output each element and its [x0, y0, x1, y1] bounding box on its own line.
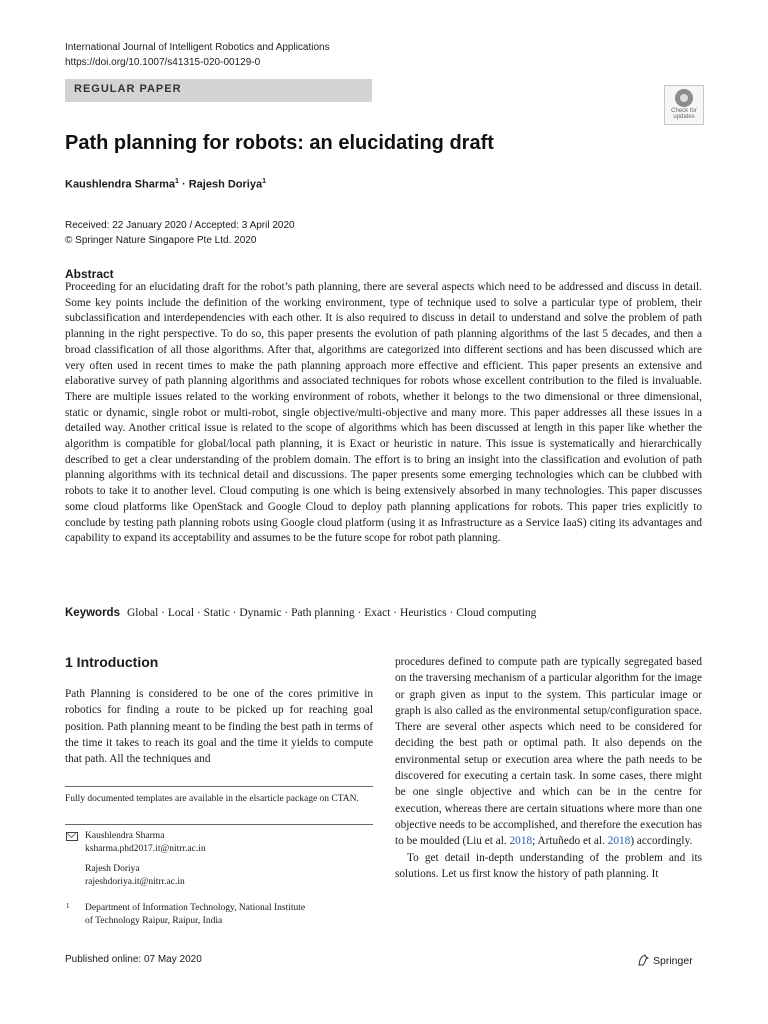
keywords-label: Keywords: [65, 607, 120, 619]
author-affil-marker: 1: [262, 178, 267, 185]
coauthor-email[interactable]: rajeshdoriya.it@nitrr.ac.in: [85, 876, 185, 887]
keywords-line: [65, 607, 536, 619]
paragraph-text: ) accordingly.: [630, 835, 693, 848]
paragraph-text: ; Artuñedo et al.: [532, 835, 608, 848]
author-separator: ·: [178, 178, 189, 191]
received-accepted-dates: Received: 22 January 2020 / Accepted: 3 April 2020: [65, 220, 295, 231]
journal-header: [65, 40, 330, 70]
affiliation-block: [65, 902, 305, 927]
affiliation-line: Department of Information Technology, National Institute: [85, 903, 306, 913]
author-name[interactable]: Kaushlendra Sharma: [65, 178, 176, 191]
corresponding-name: Kaushlendra Sharma: [85, 831, 165, 841]
abstract-text: Proceeding for an elucidating draft for the robot’s path planning, there are several aspects which need to be addressed and discuss in detail. Some key points include the definition of the working environment, type of technique used to solve a particular type of problem, their subclassification and interdependencies with each other. It is also required to discuss in detail to understand and solve the problem of path planning in the right perspective. To do so, this paper presents the evolution of path planning algorithms of the last 5 decades, and then a broad classification of all those algorithms. After that, algorithms are categorized into different sections and has been discussed which are very often used in recent times to make the path planning approach more effective and efficient. This paper presents an extensive and elaborative survey of path planning algorithms and associated techniques for robots whose excellent contribution to the filed is invaluable. There are multiple issues related to the working environment of robots, whether it belongs to the two dimensional or three dimensional, static or dynamic, single robot or multi-robot, single objective/multi-objective and many more. This paper addresses all these issues in a detailed way. Another critical issue is related to the scope of algorithms which has been discussed at length in this paper like whether the algorithm is compatible for global/local path planning, it is Exact or heuristic in nature. This issue is systematically and hierarchically described to get a clear understanding of the problem domain. The effort is to bring an insight into the classification and evolution of path planning algorithms with its technical detail and discussions. The paper presents some emerging technologies which can be clubbed with robots to take it to another level. Cloud computing is one which is being extensively absorbed in many technologies. This paper discusses some cloud platforms like OpenStack and Google Cloud to deploy path planning applications for robots. This paper tries explicitly to conclude by testing path planning robots using Google cloud platform (using it as Infrastructure as a Service IaaS) citing its advantages and capability to expand its acceptability and assumes to be the future scope for robot path planning.: [65, 281, 702, 545]
coauthor-contact: [65, 863, 206, 888]
template-footnote: Fully documented templates are available in the elsarticle package on CTAN.: [65, 794, 359, 804]
check-updates-line1: Check for: [671, 108, 697, 114]
published-online-date: Published online: 07 May 2020: [65, 954, 202, 965]
section-heading-introduction: 1 Introduction: [65, 654, 159, 670]
coauthor-name: Rajesh Doriya: [85, 864, 140, 874]
right-column-text: [395, 654, 702, 882]
copyright-line: © Springer Nature Singapore Pte Ltd. 2020: [65, 235, 257, 246]
check-updates-line2: updates: [673, 114, 695, 120]
author-name[interactable]: Rajesh Doriya: [188, 178, 263, 191]
affiliation-line: of Technology Raipur, Raipur, India: [85, 915, 223, 926]
correspondence-divider: [65, 824, 373, 825]
corresponding-author: [65, 830, 206, 855]
doi-link[interactable]: https://doi.org/10.1007/s41315-020-00129-0: [65, 57, 261, 68]
intro-paragraph-continued: [395, 654, 702, 850]
check-updates-icon: [675, 89, 693, 107]
author-affil-marker: 1: [175, 178, 179, 185]
check-for-updates-badge[interactable]: [664, 85, 704, 125]
correspondence-block: [65, 830, 206, 888]
abstract-heading: Abstract: [65, 267, 114, 281]
footnote-divider: [65, 786, 373, 787]
publisher-logo: [637, 954, 693, 967]
paragraph-text: procedures defined to compute path are typically segregated based on the traversing mechanism of a particular algorithm for the image or graph given as input to the system. This particular image or graph is also called as the environmental setup/configuration space. There are several other aspects which need to be considered for deciding the best path or optimal path. It also depends on the environmental setup or execution area where the path needs to be discovered for executing a certain task. In some cases, there might be one single objective and which can be in the centre for execution, whereas there are certain situations where more than one objective needs to be accomplished, and therefore the execution has to be moulded (Liu et al.: [395, 656, 702, 848]
paper-type-band: [65, 79, 372, 102]
intro-paragraph: Path Planning is considered to be one of the cores primitive in robotics for finding a route to be picked up for reaching goal position. Path planning meant to be finding the best path in terms of the time it takes to reach its goal and the time it yields to compute that path. All the techniques and: [65, 688, 373, 766]
envelope-icon: [66, 832, 78, 841]
intro-paragraph-second: To get detail in-depth understanding of the problem and its solutions. Let us first know the history of path planning. It: [395, 851, 702, 880]
publication-dates: [65, 218, 295, 248]
citation-link[interactable]: 2018: [607, 835, 631, 848]
affiliation-number: 1: [66, 902, 70, 910]
paper-type-label: REGULAR PAPER: [74, 83, 182, 95]
paper-title: Path planning for robots: an elucidating draft: [65, 132, 494, 154]
citation-link[interactable]: 2018: [509, 835, 533, 848]
corresponding-email[interactable]: ksharma.phd2017.it@nitrr.ac.in: [85, 843, 206, 854]
keywords-list: Global · Local · Static · Dynamic · Path planning · Exact · Heuristics · Cloud computing: [126, 607, 537, 619]
springer-horse-icon: [637, 954, 649, 966]
author-list: [65, 178, 266, 191]
journal-name: International Journal of Intelligent Robotics and Applications: [65, 42, 330, 53]
publisher-name: Springer: [653, 955, 693, 967]
